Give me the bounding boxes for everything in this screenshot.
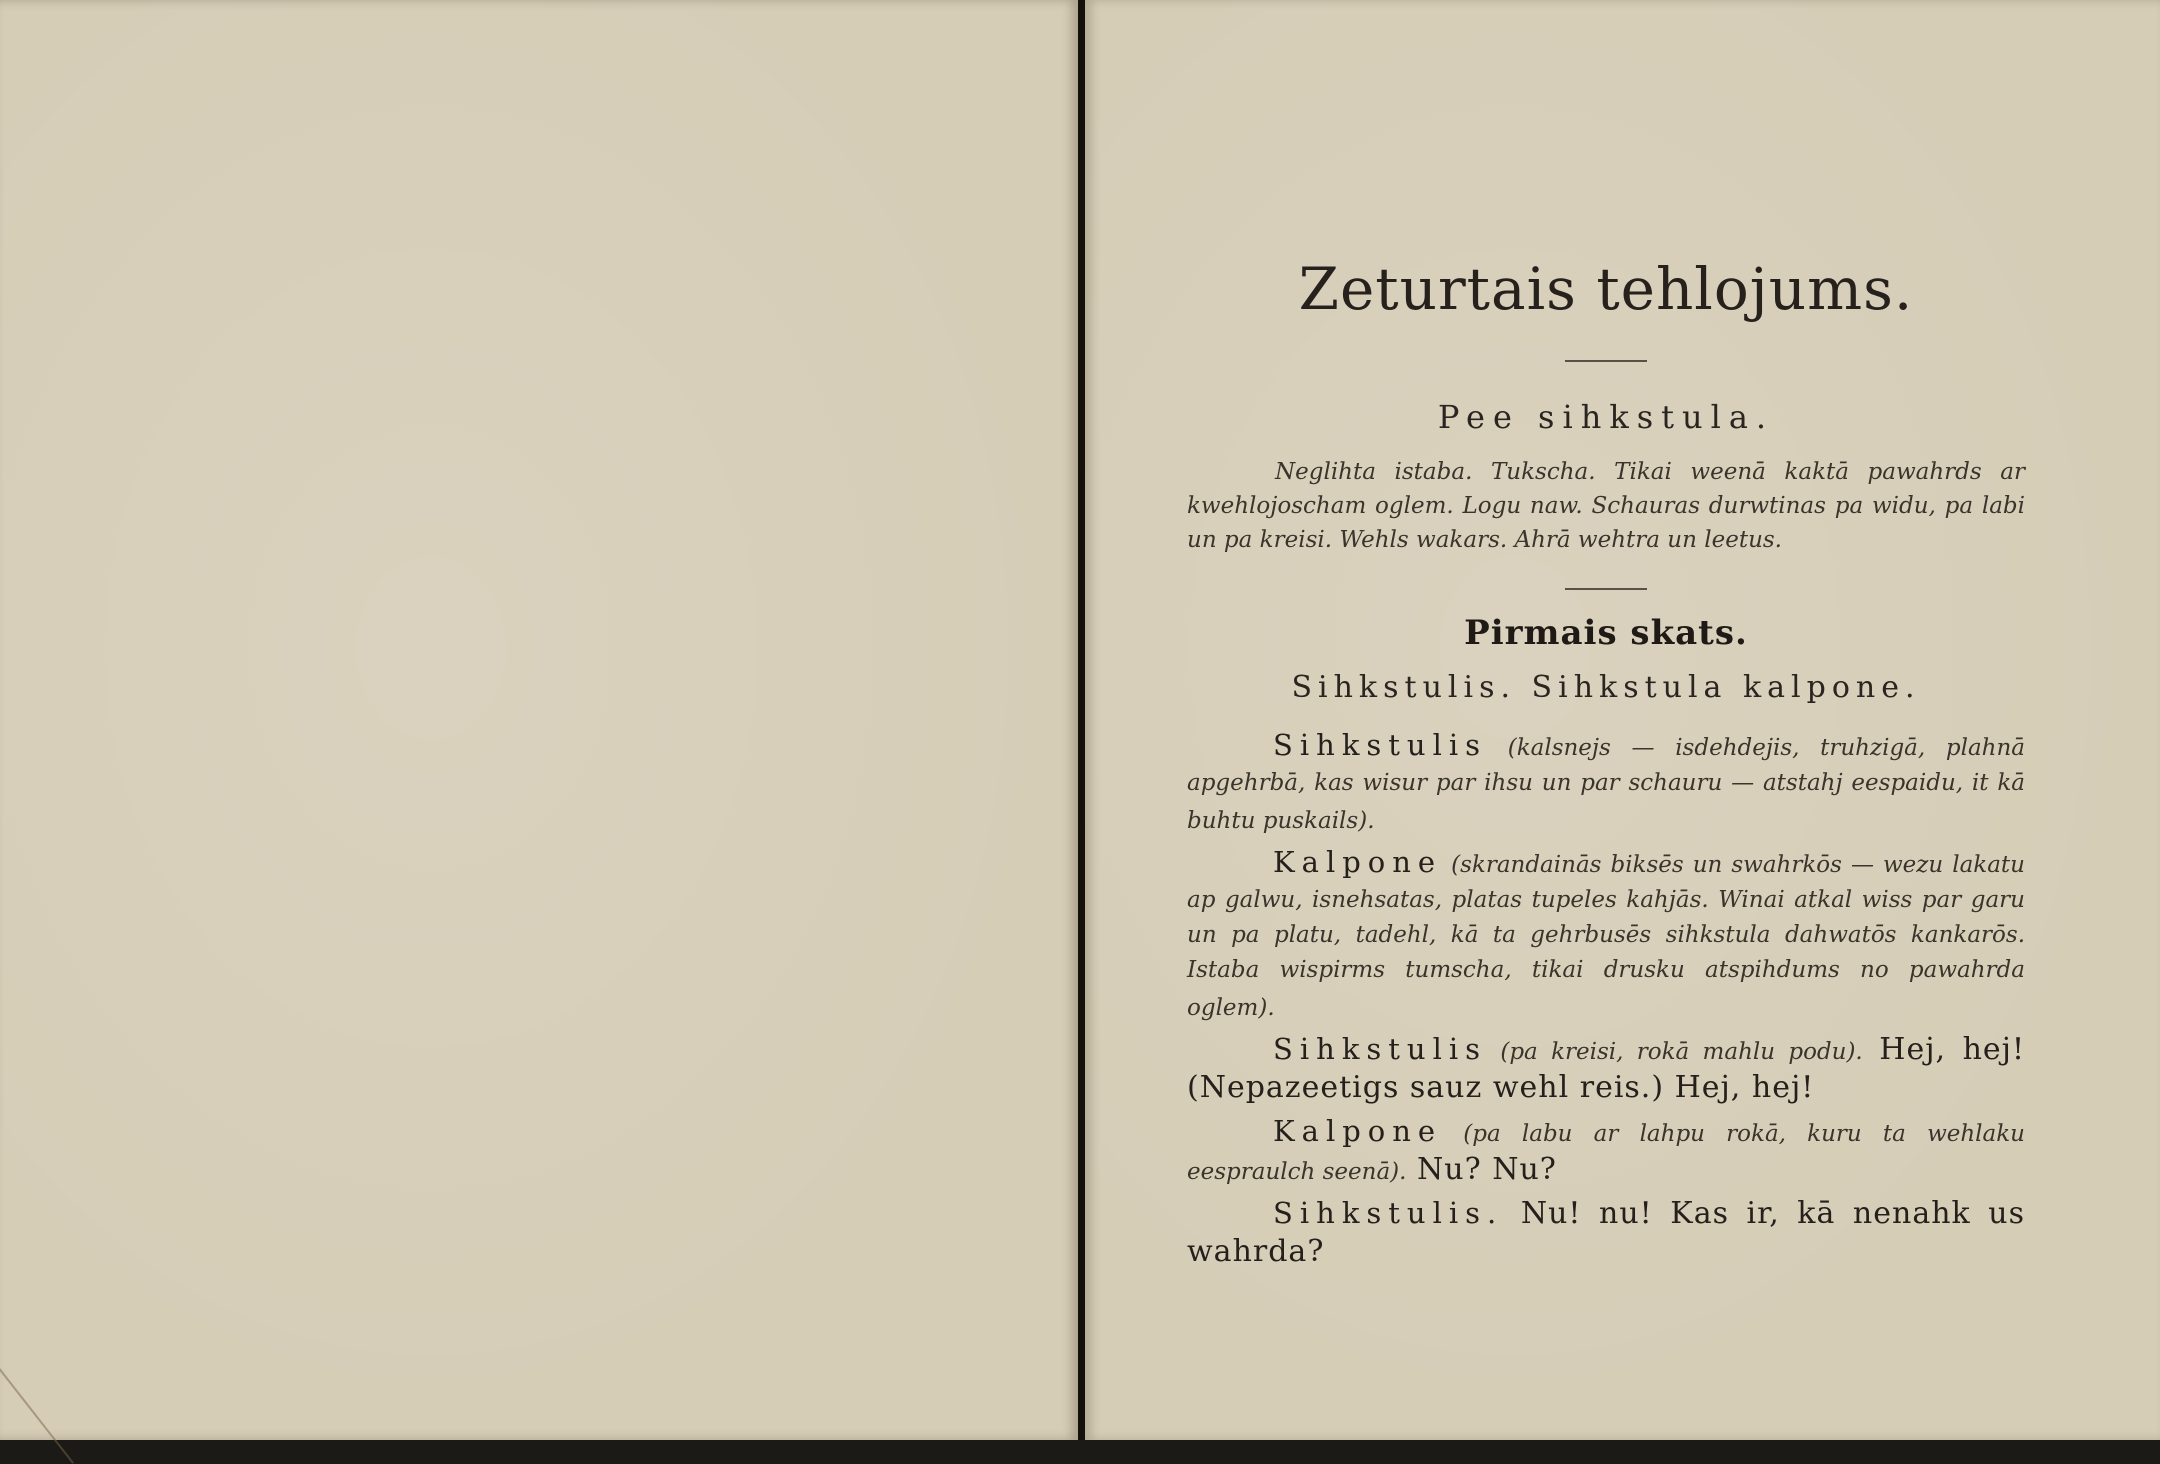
stage-direction-inline: (kalsnejs — isdehdejis, truhzigā, plahnā apgehrbā, kas wisur par ihsu un par schauru — atstahj eespaidu, it kā buhtu puskails). — [1187, 735, 2025, 834]
divider-rule — [1565, 588, 1647, 590]
dialogue-line — [1187, 728, 2025, 839]
dialogue-line — [1187, 1196, 2025, 1272]
stage-direction-inline: (skrandainās biksēs un swahrkōs — wezu lakatu ap galwu, isnehsatas, platas tupeles kahjās. Winai atkal wiss par garu un pa platu, tadehl, kā ta gehrbusēs sihkstula dahwatōs kankarōs. Istaba wispirms tumscha, tikai drusku atspihdums no pawahrda oglem). — [1187, 852, 2025, 1021]
speaker-name: Sihkstulis — [1273, 1032, 1488, 1066]
stage-direction-inline: (pa kreisi, rokā mahlu podu). — [1487, 1039, 1863, 1065]
speaker-name: Sihkstulis. — [1273, 1196, 1504, 1230]
dialogue-line — [1187, 1114, 2025, 1190]
page-fold-mark — [0, 1368, 74, 1464]
book-gutter — [1078, 0, 1085, 1440]
scene-characters: Sihkstulis. Sihkstula kalpone. — [1291, 670, 1921, 705]
stage-direction: Neglihta istaba. Tukscha. Tikai weenā kaktā pawahrds ar kwehlojoscham oglem. Logu naw. Schauras durwtinas pa widu, pa labi un pa kreisi. Wehls wakars. Ahrā wehtra un leetus. — [1187, 459, 2025, 553]
setting-subheading: Pee sihkstula. — [1437, 398, 1775, 436]
speech-text: Hej, hej! (Nepazeetigs sauz wehl reis.) Hej, hej! — [1187, 1032, 2025, 1105]
divider-rule — [1565, 360, 1647, 362]
scene-title: Pirmais skats. — [1464, 613, 1748, 653]
speaker-name: Kalpone — [1273, 845, 1443, 879]
speaker-name: Sihkstulis — [1273, 728, 1488, 762]
stage-direction-inline: (pa labu ar lahpu rokā, kuru ta wehlaku eespraulch seenā). — [1187, 1121, 2025, 1185]
dialogue-line — [1187, 1032, 2025, 1108]
speaker-name: Kalpone — [1273, 1114, 1443, 1148]
chapter-title: Zeturtais tehlojums. — [1298, 255, 1914, 323]
left-page — [0, 0, 1078, 1440]
dialogue-line — [1187, 845, 2025, 1026]
speech-text: Nu! nu! Kas ir, kā nenahk us wahrda? — [1187, 1196, 2025, 1269]
dialogue — [1187, 728, 2025, 1278]
speech-text: Nu? Nu? — [1406, 1152, 1557, 1187]
